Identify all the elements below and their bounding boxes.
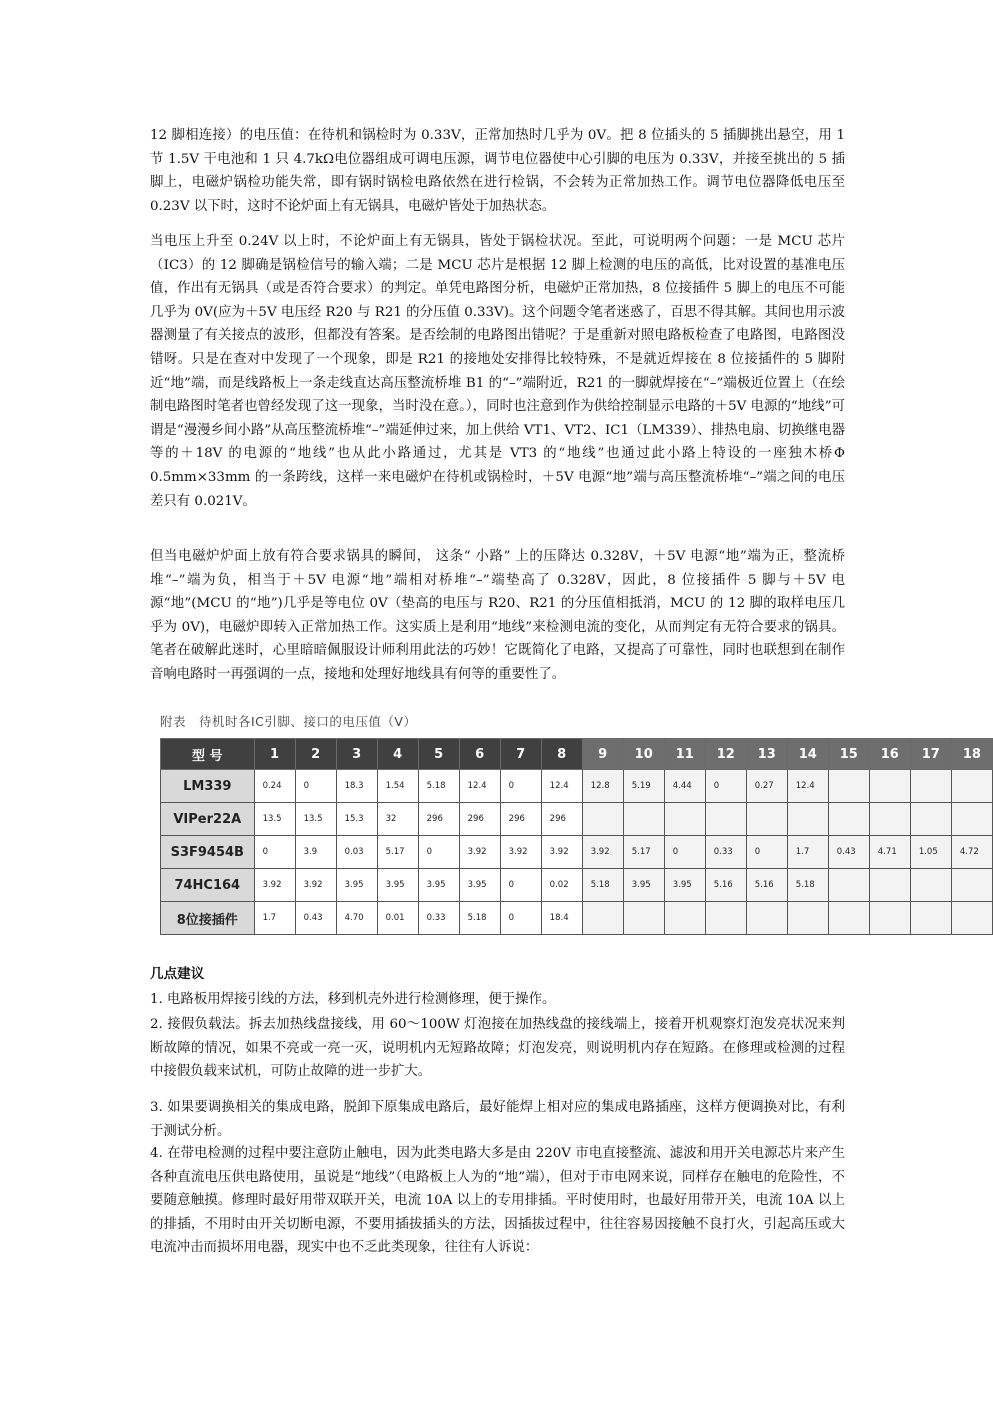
voltage-cell: 12.8 bbox=[582, 770, 623, 803]
voltage-cell: 1.7 bbox=[787, 836, 828, 869]
voltage-cell: 3.95 bbox=[377, 869, 418, 902]
voltage-cell: 5.16 bbox=[746, 869, 787, 902]
suggestion-3: 3. 如果要调换相关的集成电路，脱卸下原集成电路后，最好能焊上相对应的集成电路插座，这样方便调换对比，有利于测试分析。 bbox=[150, 1100, 845, 1139]
voltage-cell: 3.92 bbox=[295, 869, 336, 902]
voltage-cell: 0.27 bbox=[746, 770, 787, 803]
voltage-cell bbox=[787, 902, 828, 935]
voltage-cell: 3.9 bbox=[295, 836, 336, 869]
voltage-cell: 4.72 bbox=[951, 836, 992, 869]
voltage-cell bbox=[951, 902, 992, 935]
header-pin: 13 bbox=[746, 739, 787, 770]
voltage-cell bbox=[664, 803, 705, 836]
voltage-cell: 1.54 bbox=[377, 770, 418, 803]
voltage-cell: 0 bbox=[500, 770, 541, 803]
voltage-cell: 0.43 bbox=[295, 902, 336, 935]
voltage-cell bbox=[705, 803, 746, 836]
voltage-cell: 3.95 bbox=[623, 869, 664, 902]
header-pin: 10 bbox=[623, 739, 664, 770]
header-pin: 7 bbox=[500, 739, 541, 770]
voltage-cell: 4.71 bbox=[869, 836, 910, 869]
paragraph-3: 但当电磁炉炉面上放有符合要求锅具的瞬间， 这条“ 小路” 上的压降达 0.328V，＋5V 电源“地”端为正，整流桥堆“–”端为负，相当于＋5V 电源“地”端相对桥堆“–”端垫高了 0.328V，因此，8 位接插件 5 脚与＋5V 电源“地”(MCU 的“地”)几乎是等电位 0V（垫高的电压与 R20、R21 的分压值相抵消，MCU 的 12 脚的取样电压几乎为 0V)，电磁炉即转入正常加热工作。这实质上是利用“地线”来检测电流的变化，从而判定有无符合要求的锅具。笔者在破解此迷时，心里暗暗佩服设计师利用此法的巧妙！它既简化了电路，又提高了可靠性，同时也联想到在制作音响电路时一再强调的一点，接地和处理好地线具有何等的重要性了。 bbox=[150, 549, 845, 682]
table-row bbox=[161, 869, 993, 902]
voltage-cell: 0.24 bbox=[254, 770, 295, 803]
voltage-cell bbox=[582, 902, 623, 935]
voltage-cell: 0.01 bbox=[377, 902, 418, 935]
voltage-cell bbox=[664, 902, 705, 935]
suggestion-4: 4. 在带电检测的过程中要注意防止触电，因为此类电路大多是由 220V 市电直接整流、滤波和用开关电源芯片来产生各种直流电压供电路使用，虽说是“地线”（电路板上人为的“地”端），但对于市电网来说，同样存在触电的危险性，不要随意触摸。修理时最好用带双联开关，电流 10A 以上的专用排插。平时使用时，也最好用带开关，电流 10A 以上的排插，不用时由开关切断电源，不要用插拔插头的方法，因插拔过程中，往往容易因接触不良打火，引起高压或大电流冲击而损坏用电器，现实中也不乏此类现象，往往有人诉说： bbox=[150, 1146, 845, 1256]
voltage-cell: 3.95 bbox=[459, 869, 500, 902]
voltage-cell: 5.16 bbox=[705, 869, 746, 902]
voltage-cell: 0 bbox=[746, 836, 787, 869]
voltage-cell: 0.03 bbox=[336, 836, 377, 869]
header-pin: 9 bbox=[582, 739, 623, 770]
voltage-cell bbox=[951, 803, 992, 836]
header-pin: 15 bbox=[828, 739, 869, 770]
voltage-cell bbox=[951, 869, 992, 902]
voltage-cell: 3.92 bbox=[459, 836, 500, 869]
voltage-cell: 4.70 bbox=[336, 902, 377, 935]
header-pin: 16 bbox=[869, 739, 910, 770]
voltage-cell: 13.5 bbox=[295, 803, 336, 836]
paragraph-1: 12 脚相连接）的电压值：在待机和锅检时为 0.33V，正常加热时几乎为 0V。把 8 位插头的 5 插脚挑出悬空，用 1 节 1.5V 干电池和 1 只 4.7kΩ电位器组成可调电压源，调节电位器使中心引脚的电压为 0.33V，并接至挑出的 5 插脚上，电磁炉锅检功能失常，即有锅时锅检电路依然在进行检锅，不会转为正常加热工作。调节电位器降低电压至 0.23V 以下时，这时不论炉面上有无锅具，电磁炉皆处于加热状态。 bbox=[150, 128, 845, 214]
model-cell: VIPer22A bbox=[161, 803, 255, 836]
voltage-cell: 15.3 bbox=[336, 803, 377, 836]
voltage-cell bbox=[869, 869, 910, 902]
voltage-cell: 5.18 bbox=[582, 869, 623, 902]
voltage-cell: 3.92 bbox=[500, 836, 541, 869]
voltage-cell: 5.19 bbox=[623, 770, 664, 803]
header-pin: 1 bbox=[254, 739, 295, 770]
voltage-cell bbox=[828, 803, 869, 836]
voltage-cell bbox=[787, 803, 828, 836]
table-caption: 附表 待机时各IC引脚、接口的电压值（V） bbox=[160, 714, 417, 729]
voltage-cell: 0 bbox=[500, 902, 541, 935]
table-row bbox=[161, 803, 993, 836]
voltage-cell: 3.92 bbox=[541, 836, 582, 869]
model-cell: S3F9454B bbox=[161, 836, 255, 869]
header-pin: 4 bbox=[377, 739, 418, 770]
model-cell: LM339 bbox=[161, 770, 255, 803]
voltage-cell bbox=[623, 902, 664, 935]
header-pin: 5 bbox=[418, 739, 459, 770]
header-pin: 2 bbox=[295, 739, 336, 770]
voltage-cell bbox=[869, 803, 910, 836]
header-pin: 11 bbox=[664, 739, 705, 770]
voltage-cell bbox=[746, 803, 787, 836]
voltage-cell: 18.4 bbox=[541, 902, 582, 935]
voltage-cell: 3.92 bbox=[254, 869, 295, 902]
voltage-cell: 0 bbox=[500, 869, 541, 902]
voltage-cell: 296 bbox=[500, 803, 541, 836]
table-row bbox=[161, 836, 993, 869]
header-pin: 3 bbox=[336, 739, 377, 770]
voltage-cell: 296 bbox=[459, 803, 500, 836]
voltage-cell: 0 bbox=[254, 836, 295, 869]
voltage-cell: 4.44 bbox=[664, 770, 705, 803]
voltage-cell: 0 bbox=[418, 836, 459, 869]
model-cell: 8位接插件 bbox=[161, 902, 255, 935]
header-pin: 14 bbox=[787, 739, 828, 770]
voltage-cell: 5.17 bbox=[377, 836, 418, 869]
voltage-cell bbox=[910, 902, 951, 935]
voltage-cell: 0.02 bbox=[541, 869, 582, 902]
voltage-cell bbox=[869, 770, 910, 803]
voltage-cell bbox=[705, 902, 746, 935]
voltage-cell: 0 bbox=[664, 836, 705, 869]
voltage-cell: 3.92 bbox=[582, 836, 623, 869]
voltage-cell bbox=[828, 770, 869, 803]
voltage-cell: 32 bbox=[377, 803, 418, 836]
voltage-cell: 3.95 bbox=[336, 869, 377, 902]
suggestion-2: 2. 接假负载法。拆去加热线盘接线，用 60～100W 灯泡接在加热线盘的接线端上，接着开机观察灯泡发亮状况来判断故障的情况，如果不亮或一亮一灭，说明机内无短路故障；灯泡发亮，则说明机内存在短路。在修理或检测的过程中接假负载来试机，可防止故障的进一步扩大。 bbox=[150, 1017, 845, 1080]
voltage-cell: 3.95 bbox=[418, 869, 459, 902]
voltage-cell: 296 bbox=[541, 803, 582, 836]
suggestion-1: 1. 电路板用焊接引线的方法，移到机壳外进行检测修理，便于操作。 bbox=[150, 992, 556, 1007]
header-pin: 6 bbox=[459, 739, 500, 770]
voltage-cell: 12.4 bbox=[541, 770, 582, 803]
voltage-cell: 5.18 bbox=[787, 869, 828, 902]
voltage-cell bbox=[746, 902, 787, 935]
header-model: 型 号 bbox=[161, 739, 255, 770]
voltage-cell bbox=[828, 902, 869, 935]
voltage-cell bbox=[951, 770, 992, 803]
voltage-cell: 3.95 bbox=[664, 869, 705, 902]
voltage-cell bbox=[623, 803, 664, 836]
voltage-cell: 0.43 bbox=[828, 836, 869, 869]
voltage-cell: 1.05 bbox=[910, 836, 951, 869]
voltage-cell: 296 bbox=[418, 803, 459, 836]
header-pin: 8 bbox=[541, 739, 582, 770]
header-pin: 12 bbox=[705, 739, 746, 770]
header-pin: 17 bbox=[910, 739, 951, 770]
voltage-cell bbox=[869, 902, 910, 935]
voltage-cell: 0 bbox=[705, 770, 746, 803]
voltage-cell: 1.7 bbox=[254, 902, 295, 935]
voltage-cell bbox=[910, 770, 951, 803]
voltage-cell: 5.18 bbox=[418, 770, 459, 803]
paragraph-2: 当电压上升至 0.24V 以上时，不论炉面上有无锅具，皆处于锅检状况。至此，可说明两个问题：一是 MCU 芯片（IC3）的 12 脚确是锅检信号的输入端；二是 MCU 芯片是根据 12 脚上检测的电压的高低，比对设置的基准电压值，作出有无锅具（或是否符合要求）的判定。单凭电路图分析，电磁炉正常加热，8 位接插件 5 脚上的电压不可能几乎为 0V(应为＋5V 电压经 R20 与 R21 的分压值 0.33V)。这个问题令笔者迷惑了，百思不得其解。其间也用示波器测量了有关接点的波形，但都没有答案。是否绘制的电路图出错呢？于是重新对照电路板检查了电路图，电路图没错呀。只是在查对中发现了一个现象，即是 R21 的接地处安排得比较特殊，不是就近焊接在 8 位接插件的 5 脚附近“地”端，而是线路板上一条走线直达高压整流桥堆 B1 的“–”端附近，R21 的一脚就焊接在“–”端极近位置上（在绘制电路图时笔者也曾经发现了这一现象，当时没在意。），同时也注意到作为供给控制显示电路的＋5V 电源的“地线”可谓是“漫漫乡间小路”从高压整流桥堆“–”端延伸过来，加上供给 VT1、VT2、IC1（LM339）、排热电扇、切换继电器等的＋18V 的电源的“地线”也从此小路通过，尤其是 VT3 的“地线”也通过此小路上特设的一座独木桥Φ 0.5mm×33mm 的一条跨线，这样一来电磁炉在待机或锅检时，＋5V 电源“地”端与高压整流桥堆“–”端之间的电压差只有 0.021V。 bbox=[150, 234, 845, 509]
model-cell: 74HC164 bbox=[161, 869, 255, 902]
voltage-cell bbox=[582, 803, 623, 836]
voltage-cell bbox=[828, 869, 869, 902]
header-pin: 18 bbox=[951, 739, 992, 770]
voltage-table-wrapper bbox=[160, 738, 993, 938]
voltage-cell: 12.4 bbox=[787, 770, 828, 803]
voltage-cell: 18.3 bbox=[336, 770, 377, 803]
voltage-table bbox=[160, 738, 993, 935]
voltage-cell: 13.5 bbox=[254, 803, 295, 836]
voltage-cell: 12.4 bbox=[459, 770, 500, 803]
table-header-row bbox=[161, 739, 993, 770]
table-row bbox=[161, 902, 993, 935]
voltage-cell: 0 bbox=[295, 770, 336, 803]
voltage-cell: 5.17 bbox=[623, 836, 664, 869]
voltage-cell: 5.18 bbox=[459, 902, 500, 935]
voltage-cell: 0.33 bbox=[418, 902, 459, 935]
voltage-cell: 0.33 bbox=[705, 836, 746, 869]
voltage-cell bbox=[910, 803, 951, 836]
suggestions-heading: 几点建议 bbox=[150, 966, 205, 982]
voltage-cell bbox=[910, 869, 951, 902]
table-row bbox=[161, 770, 993, 803]
